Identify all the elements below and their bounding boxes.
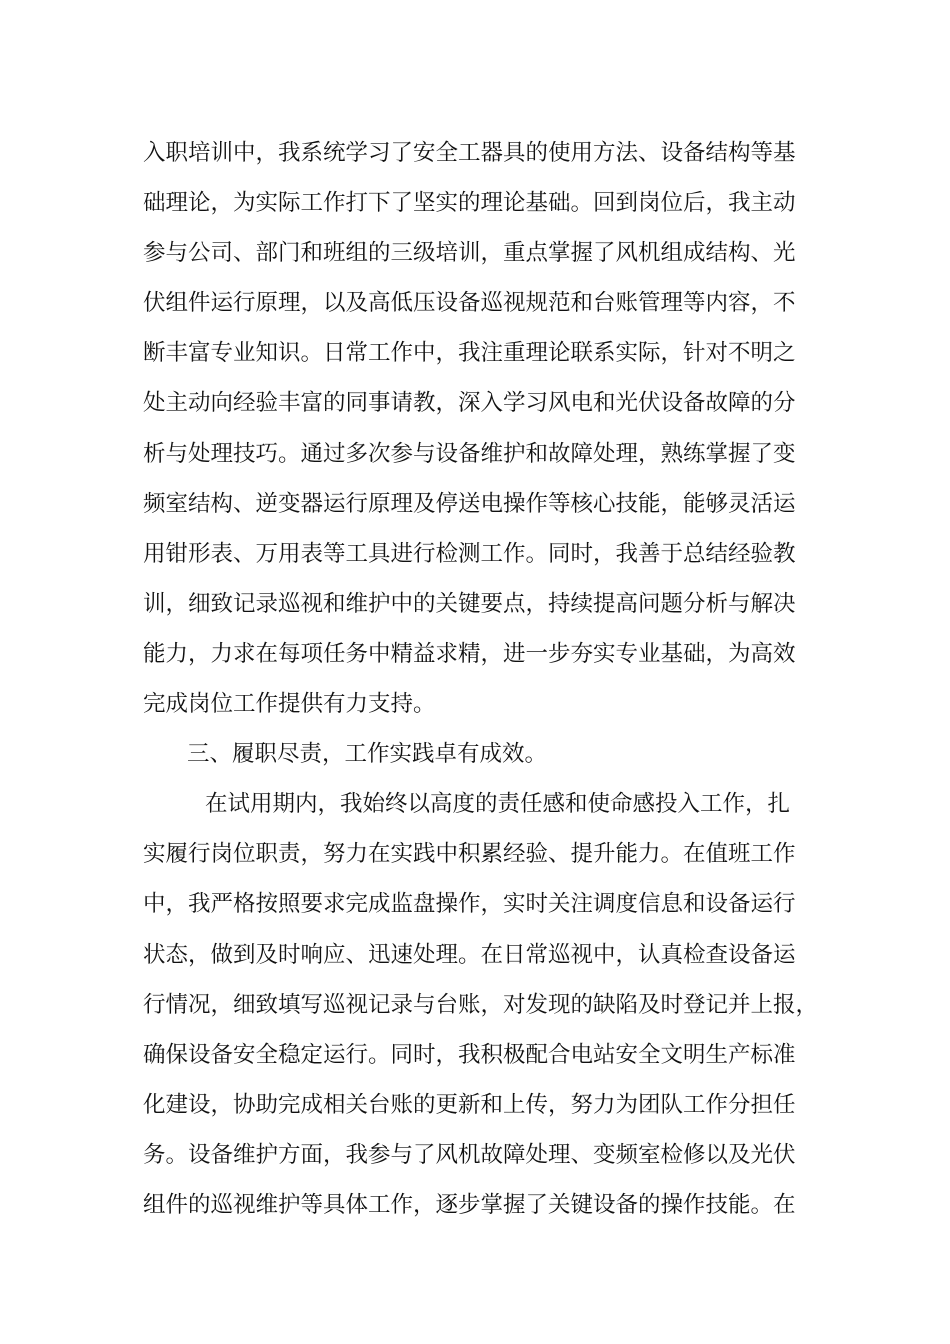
- paragraph-line: 化建设，协助完成相关台账的更新和上传，努力为团队工作分担任: [143, 1091, 796, 1118]
- paragraph-line: 完成岗位工作提供有力支持。: [143, 691, 436, 718]
- paragraph-line: 组件的巡视维护等具体工作，逐步掌握了关键设备的操作技能。在: [143, 1191, 796, 1218]
- paragraph-line: 状态，做到及时响应、迅速处理。在日常巡视中，认真检查设备运: [143, 941, 796, 968]
- paragraph-2: [143, 779, 843, 1230]
- paragraph-line: 参与公司、部门和班组的三级培训，重点掌握了风机组成结构、光: [143, 240, 796, 267]
- paragraph-line: 入职培训中，我系统学习了安全工器具的使用方法、设备结构等基: [143, 140, 796, 166]
- paragraph-line: 确保设备安全稳定运行。同时，我积极配合电站安全文明生产标准: [143, 1041, 796, 1068]
- paragraph-line: 断丰富专业知识。日常工作中，我注重理论联系实际，针对不明之: [143, 340, 796, 367]
- paragraph-line: 础理论，为实际工作打下了坚实的理论基础。回到岗位后，我主动: [143, 190, 796, 217]
- paragraph-line: 中，我严格按照要求完成监盘操作，实时关注调度信息和设备运行: [143, 891, 796, 918]
- paragraph-line: 析与处理技巧。通过多次参与设备维护和故障处理，熟练掌握了变: [143, 440, 796, 467]
- paragraph-line: 用钳形表、万用表等工具进行检测工作。同时，我善于总结经验教: [143, 540, 796, 567]
- paragraph-line: 在试用期内，我始终以高度的责任感和使命感投入工作，扎: [205, 791, 791, 818]
- paragraph-line: 实履行岗位职责，努力在实践中积累经验、提升能力。在值班工作: [143, 841, 796, 868]
- section-heading: 三、履职尽责，工作实践卓有成效。: [187, 741, 548, 768]
- paragraph-line: 行情况，细致填写巡视记录与台账，对发现的缺陷及时登记并上报，: [143, 991, 819, 1018]
- paragraph-line: 伏组件运行原理，以及高低压设备巡视规范和台账管理等内容，不: [143, 290, 796, 317]
- paragraph-line: 训，细致记录巡视和维护中的关键要点，持续提高问题分析与解决: [143, 590, 796, 617]
- paragraph-line: 能力，力求在每项任务中精益求精，进一步夯实专业基础，为高效: [143, 640, 796, 667]
- paragraph-line: 处主动向经验丰富的同事请教，深入学习风电和光伏设备故障的分: [143, 390, 796, 417]
- paragraph-1: [143, 128, 843, 729]
- paragraph-line: 务。设备维护方面，我参与了风机故障处理、变频室检修以及光伏: [143, 1141, 796, 1168]
- paragraph-line: 频室结构、逆变器运行原理及停送电操作等核心技能，能够灵活运: [143, 490, 796, 517]
- document-body: [143, 128, 843, 1230]
